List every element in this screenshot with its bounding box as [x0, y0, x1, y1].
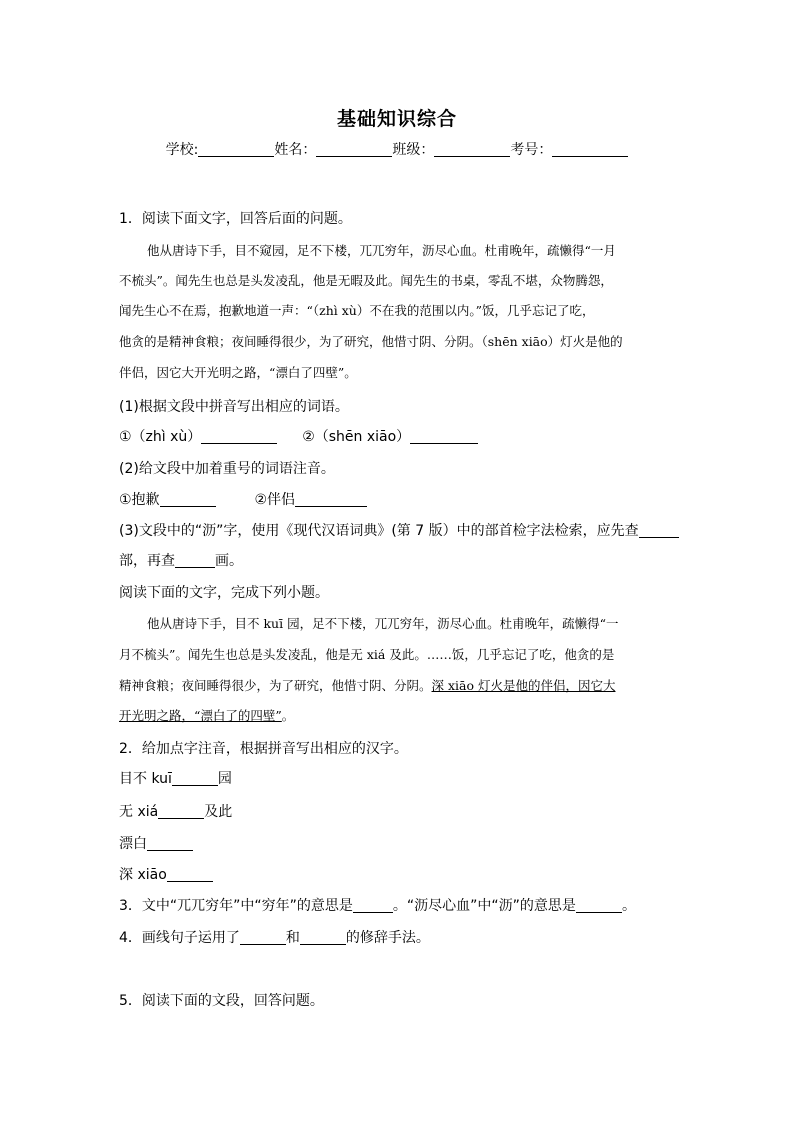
q2-item-text: 目不 kuī [119, 771, 172, 787]
q1-sub3-line1 [119, 520, 679, 540]
number-blank[interactable] [552, 142, 628, 157]
read2-para-line: 月不梳头”。闻先生也总是头发凌乱，他是无 xiá 及此。……饭，几乎忘记了吃，他贪的是 [119, 647, 615, 662]
q2-item-text: 园 [217, 771, 232, 787]
q3-blank-1[interactable] [353, 899, 393, 913]
sub1-a-blank[interactable] [201, 430, 277, 444]
q3-line [119, 895, 636, 915]
q2-item [119, 768, 232, 788]
q4-blank-1[interactable] [240, 931, 286, 945]
q2-item [119, 864, 213, 884]
q2-item-text: 及此 [204, 804, 233, 820]
q1-sub2-answers [119, 489, 367, 509]
q1-sub1: (1)根据文段中拼音写出相应的词语。 [119, 399, 349, 415]
q2-item [119, 801, 232, 821]
q2-blank[interactable] [158, 805, 204, 819]
q1-para-line: 他贪的是精神食粮；夜间睡得很少，为了研究，他惜寸阴、分阴。（shēn xiāo）灯火是他的 [119, 334, 623, 349]
sub3-stroke-blank[interactable] [175, 554, 215, 568]
q1-para-line: 他从唐诗下手，目不窥园，足不下楼，兀兀穷年，沥尽心血。杜甫晚年，疏懒得“一月 [147, 243, 616, 258]
q1-heading: 1．阅读下面文字，回答后面的问题。 [119, 211, 352, 227]
read2-text: 精神食粮；夜间睡得很少，为了研究，他惜寸阴、分阴。 [119, 678, 432, 693]
number-label: 考号： [510, 142, 553, 158]
q1-sub3-line2 [119, 550, 243, 570]
sub1-b-blank[interactable] [410, 430, 478, 444]
q4-text: 和 [285, 930, 300, 946]
school-blank[interactable] [198, 142, 274, 157]
read2-text: 。 [281, 708, 295, 723]
q2-blank[interactable] [147, 837, 193, 851]
class-blank[interactable] [434, 142, 510, 157]
name-label: 姓名： [274, 142, 317, 158]
q1-para-line: 伴侣，因它大开光明之路，“漂白了四壁”。 [119, 365, 357, 380]
sub3-radical-blank[interactable] [639, 524, 679, 538]
read2-para-line [119, 706, 679, 724]
class-label: 班级： [392, 142, 435, 158]
sub2-a-label: ①抱歉 [119, 492, 160, 508]
q2-item [119, 833, 193, 853]
q2-heading: 2．给加点字注音，根据拼音写出相应的汉字。 [119, 741, 408, 757]
q2-item-text: 无 xiá [119, 804, 159, 820]
q3-text: 。“沥尽心血”中“沥”的意思是 [392, 898, 576, 914]
q2-blank[interactable] [172, 772, 218, 786]
q5-heading: 5．阅读下面的文段，回答问题。 [119, 993, 324, 1009]
underlined-sentence: 开光明之路，“漂白了的四壁” [119, 708, 282, 723]
sub1-a-label: ①（zhì xù） [119, 429, 202, 445]
sub2-a-blank[interactable] [160, 493, 216, 507]
sub3-text: (3)文段中的“沥”字，使用《现代汉语词典》(第 7 版）中的部首检字法检索，应先查 [119, 523, 639, 539]
page-title: 基础知识综合 [336, 108, 457, 130]
q3-text: 。 [621, 898, 636, 914]
q4-blank-2[interactable] [300, 931, 346, 945]
sub2-b-blank[interactable] [295, 493, 367, 507]
q2-blank[interactable] [167, 868, 213, 882]
q2-item-text: 漂白 [119, 836, 147, 852]
read2-para-line [119, 676, 679, 694]
q1-sub1-answers [119, 426, 478, 446]
read2-para-line: 他从唐诗下手，目不 kuī 园，足不下楼，兀兀穷年，沥尽心血。杜甫晚年，疏懒得“一 [147, 616, 619, 631]
sub2-b-label: ②伴侣 [254, 492, 296, 508]
underlined-sentence: 深 xiāo 灯火是他的伴侣，因它大 [431, 678, 616, 693]
q1-sub2: (2)给文段中加着重号的词语注音。 [119, 461, 335, 477]
q4-line [119, 927, 430, 947]
q4-text: 4．画线句子运用了 [119, 930, 240, 946]
name-blank[interactable] [316, 142, 392, 157]
school-label: 学校: [165, 142, 199, 158]
q1-para-line: 闻先生心不在焉，抱歉地道一声：“（zhì xù）不在我的范围以内。”饭，几乎忘记了吃， [119, 303, 595, 318]
q3-blank-2[interactable] [576, 899, 622, 913]
read2-heading: 阅读下面的文字，完成下列小题。 [119, 585, 329, 601]
q3-text: 3．文中“兀兀穷年”中“穷年”的意思是 [119, 898, 353, 914]
student-info-line [0, 139, 794, 159]
sub1-b-label: ②（shēn xiāo） [302, 429, 411, 445]
q2-item-text: 深 xiāo [119, 867, 167, 883]
q1-para-line: 不梳头”。闻先生也总是头发凌乱，他是无暇及此。闻先生的书桌，零乱不堪，众物腾怨， [119, 273, 613, 288]
sub3-text: 画。 [215, 553, 243, 569]
sub3-text: 部，再查 [119, 553, 175, 569]
q4-text: 的修辞手法。 [345, 930, 430, 946]
